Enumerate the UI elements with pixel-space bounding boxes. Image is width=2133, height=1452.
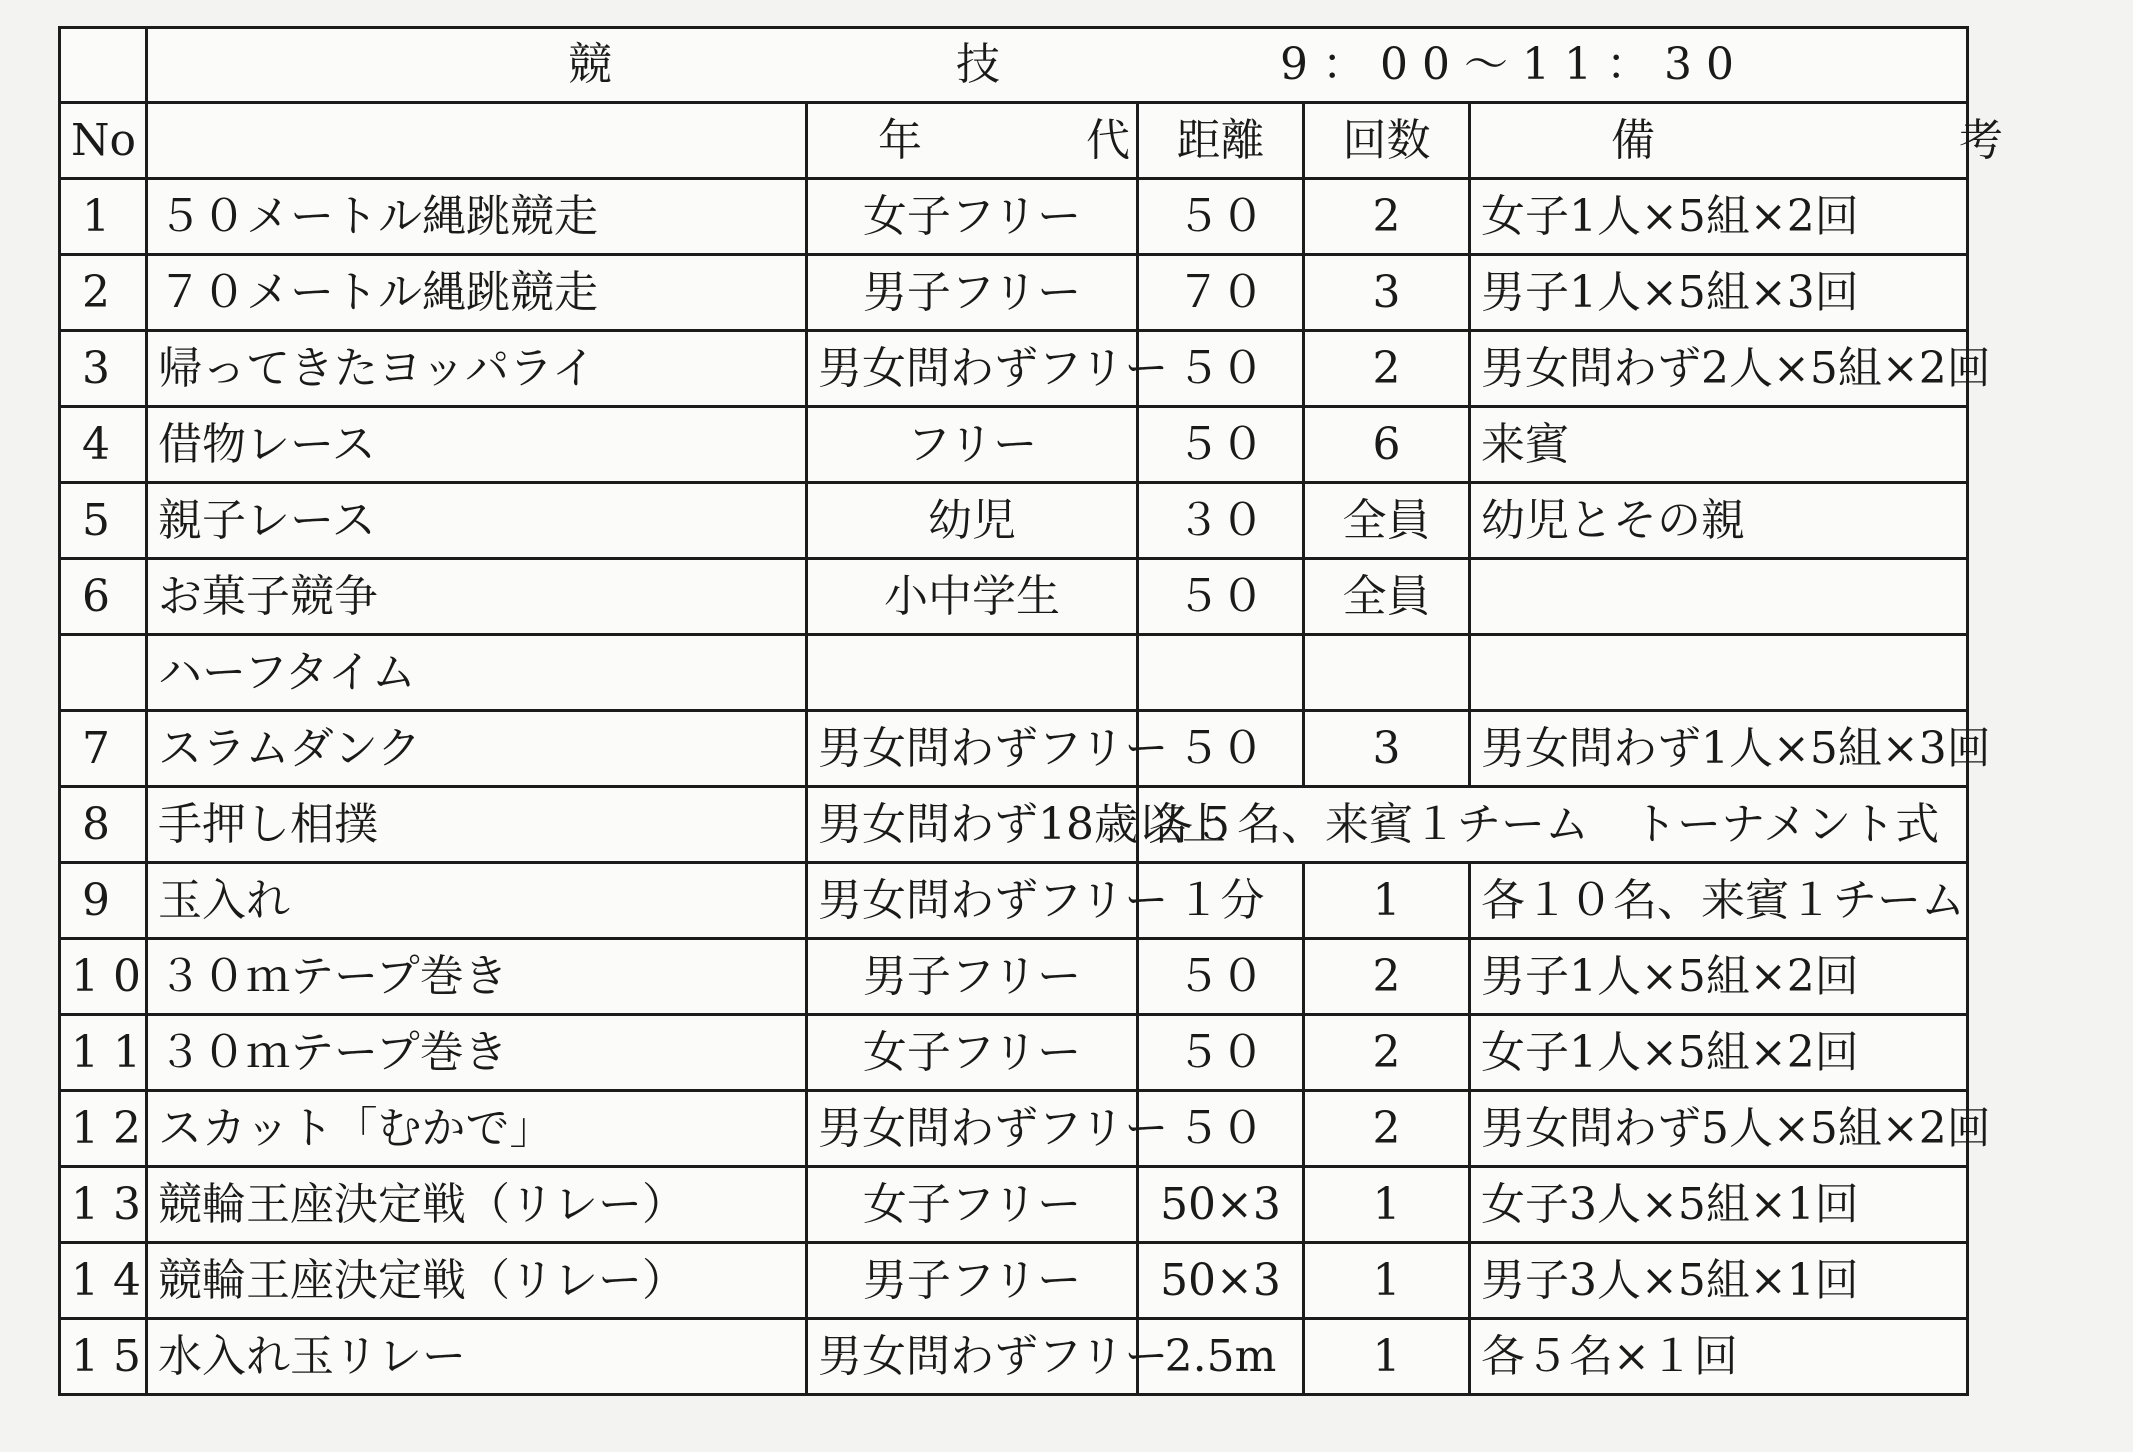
table-row: [60, 1015, 1968, 1091]
event-name: ハーフタイム: [147, 635, 807, 711]
event-age: 女子フリー: [807, 1167, 1138, 1243]
header-age-label: 年 代: [878, 114, 1190, 166]
event-count: 全員: [1304, 483, 1470, 559]
row-number: 6: [60, 559, 147, 635]
event-count: 3: [1304, 255, 1470, 331]
table-row: [60, 559, 1968, 635]
event-age: 小中学生: [807, 559, 1138, 635]
program-sheet: [58, 26, 2133, 1396]
row-number: 14: [60, 1243, 147, 1319]
event-distance: [1138, 635, 1304, 711]
header-name: [147, 103, 807, 179]
event-remarks: 各１０名、来賓１チーム: [1470, 863, 1968, 939]
title-time: 9：00〜11：30: [1280, 39, 1748, 90]
row-number: 4: [60, 407, 147, 483]
table-row: [60, 787, 1968, 863]
row-number: 1: [60, 179, 147, 255]
table-row: [60, 939, 1968, 1015]
event-merged-note: 各５名、来賓１チーム トーナメント式: [1138, 787, 1968, 863]
event-count: 全員: [1304, 559, 1470, 635]
event-remarks: 男子1人×5組×2回: [1470, 939, 1968, 1015]
event-distance: ５０: [1138, 1015, 1304, 1091]
event-distance: ５０: [1138, 331, 1304, 407]
event-age: 男女問わず18歳以上: [807, 787, 1138, 863]
row-number: 12: [60, 1091, 147, 1167]
event-remarks: 男子3人×5組×1回: [1470, 1243, 1968, 1319]
event-remarks: 各５名×１回: [1470, 1319, 1968, 1395]
event-remarks: [1470, 635, 1968, 711]
event-age: 男女問わずフリー: [807, 331, 1138, 407]
header-row: [60, 103, 1968, 179]
event-distance: ５０: [1138, 711, 1304, 787]
event-distance: ５０: [1138, 559, 1304, 635]
event-name: ３０ｍテープ巻き: [147, 939, 807, 1015]
events-table: [58, 26, 2133, 1396]
event-name: 玉入れ: [147, 863, 807, 939]
row-number: 13: [60, 1167, 147, 1243]
event-remarks: 男女問わず1人×5組×3回: [1470, 711, 1968, 787]
event-name: 水入れ玉リレー: [147, 1319, 807, 1395]
event-age: 男子フリー: [807, 939, 1138, 1015]
event-age: 男子フリー: [807, 1243, 1138, 1319]
event-name: 競輪王座決定戦（リレー）: [147, 1167, 807, 1243]
row-number: 7: [60, 711, 147, 787]
event-distance: １分: [1138, 863, 1304, 939]
row-number: 10: [60, 939, 147, 1015]
event-count: 2: [1304, 331, 1470, 407]
event-name: 競輪王座決定戦（リレー）: [147, 1243, 807, 1319]
row-number: 3: [60, 331, 147, 407]
event-count: 2: [1304, 179, 1470, 255]
event-age: 男子フリー: [807, 255, 1138, 331]
event-distance: ５０: [1138, 939, 1304, 1015]
event-name: 手押し相撲: [147, 787, 807, 863]
event-name: ３０ｍテープ巻き: [147, 1015, 807, 1091]
event-count: 2: [1304, 1015, 1470, 1091]
event-remarks: 女子3人×5組×1回: [1470, 1167, 1968, 1243]
event-distance: ３０: [1138, 483, 1304, 559]
event-remarks: 女子1人×5組×2回: [1470, 1015, 1968, 1091]
event-name: 借物レース: [147, 407, 807, 483]
table-row: [60, 1243, 1968, 1319]
event-remarks: [1470, 559, 1968, 635]
header-age: [807, 103, 1190, 179]
event-count: 1: [1304, 1167, 1470, 1243]
row-number: 9: [60, 863, 147, 939]
event-name: スラムダンク: [147, 711, 807, 787]
table-row: [60, 1319, 1968, 1395]
event-age: 男女問わずフリー: [807, 1091, 1138, 1167]
event-remarks: 女子1人×5組×2回: [1470, 179, 1968, 255]
table-row: [60, 863, 1968, 939]
event-count: 3: [1304, 711, 1470, 787]
header-remarks-label: 備 考: [1611, 114, 2133, 166]
event-remarks: 男女問わず2人×5組×2回: [1470, 331, 1968, 407]
event-name: お菓子競争: [147, 559, 807, 635]
event-count: 1: [1304, 863, 1470, 939]
event-distance: ７０: [1138, 255, 1304, 331]
event-age: [807, 635, 1138, 711]
title-row: [60, 28, 1968, 103]
header-no: No: [60, 103, 147, 179]
table-row: [60, 635, 1968, 711]
event-age: 幼児: [807, 483, 1138, 559]
table-row: [60, 255, 1968, 331]
title-label: 競 技: [568, 39, 1150, 90]
event-remarks: 男子1人×5組×3回: [1470, 255, 1968, 331]
event-remarks: 来賓: [1470, 407, 1968, 483]
event-count: 1: [1304, 1243, 1470, 1319]
event-age: 女子フリー: [807, 1015, 1138, 1091]
event-count: 1: [1304, 1319, 1470, 1395]
event-remarks: 男女問わず5人×5組×2回: [1470, 1091, 1968, 1167]
event-count: 6: [1304, 407, 1470, 483]
event-name: ５０メートル縄跳競走: [147, 179, 807, 255]
event-age: 男女問わずフリー: [807, 1319, 1138, 1395]
event-distance: ５０: [1138, 1091, 1304, 1167]
row-number: 15: [60, 1319, 147, 1395]
row-number: 8: [60, 787, 147, 863]
row-number: 5: [60, 483, 147, 559]
event-age: 男女問わずフリー: [807, 863, 1138, 939]
event-distance: 50×3: [1138, 1167, 1304, 1243]
event-count: 2: [1304, 939, 1470, 1015]
table-row: [60, 483, 1968, 559]
title-corner-cell: [60, 28, 147, 103]
row-number: 11: [60, 1015, 147, 1091]
table-row: [60, 331, 1968, 407]
event-age: 男女問わずフリー: [807, 711, 1138, 787]
header-distance: 距離: [1138, 103, 1304, 179]
event-distance: ５０: [1138, 407, 1304, 483]
row-number: 2: [60, 255, 147, 331]
table-row: [60, 179, 1968, 255]
table-row: [60, 711, 1968, 787]
title-cell: [147, 28, 1968, 103]
event-name: 帰ってきたヨッパライ: [147, 331, 807, 407]
event-name: スカット「むかで」: [147, 1091, 807, 1167]
event-age: フリー: [807, 407, 1138, 483]
event-distance: 2.5m: [1138, 1319, 1304, 1395]
table-row: [60, 1091, 1968, 1167]
event-name: 親子レース: [147, 483, 807, 559]
event-count: 2: [1304, 1091, 1470, 1167]
header-remarks: [1470, 103, 2133, 179]
event-distance: ５０: [1138, 179, 1304, 255]
table-row: [60, 1167, 1968, 1243]
event-name: ７０メートル縄跳競走: [147, 255, 807, 331]
event-age: 女子フリー: [807, 179, 1138, 255]
row-number: [60, 635, 147, 711]
event-count: [1304, 635, 1470, 711]
header-count: 回数: [1304, 103, 1470, 179]
table-row: [60, 407, 1968, 483]
event-remarks: 幼児とその親: [1470, 483, 1968, 559]
event-distance: 50×3: [1138, 1243, 1304, 1319]
